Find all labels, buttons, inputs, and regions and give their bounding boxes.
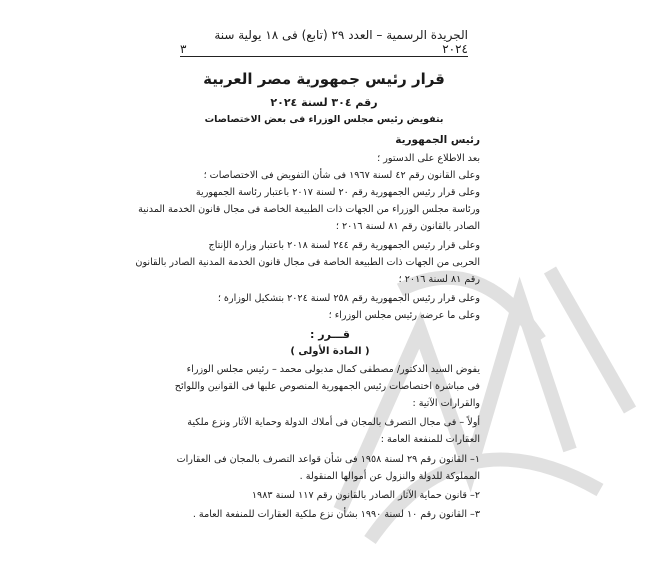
issuer-heading: رئيس الجمهورية bbox=[395, 134, 480, 146]
list-item: ٢– قانون حماية الآثار الصادر بالقانون رقم ١١٧ لسنة ١٩٨٣ bbox=[251, 490, 480, 501]
body-line: وعلى القانون رقم ٤٢ لسنة ١٩٦٧ فى شأن التفويض فى الاختصاصات ؛ bbox=[203, 170, 480, 181]
article-heading: ( المادة الأولى ) bbox=[290, 346, 370, 357]
body-line: بعد الاطلاع على الدستور ؛ bbox=[377, 153, 480, 164]
body-line: الصادر بالقانون رقم ٨١ لسنة ٢٠١٦ ؛ bbox=[335, 221, 480, 232]
decision-heading: قـــرر : bbox=[310, 328, 350, 341]
body-line: فى مباشرة اختصاصات رئيس الجمهورية المنصوص عليها فى القوانين واللوائح bbox=[174, 381, 480, 392]
body-line: العقارات للمنفعة العامة : bbox=[380, 434, 480, 445]
decree-body bbox=[135, 128, 480, 548]
section-heading: أولاً – فى مجال التصرف بالمجان فى أملاك الدولة وحماية الآثار ونزع ملكية bbox=[187, 417, 480, 428]
body-line: المملوكة للدولة والنزول عن أموالها المنقولة . bbox=[299, 471, 480, 482]
decree-subject: بتفويض رئيس مجلس الوزراء فى بعض الاختصاصات bbox=[204, 114, 444, 125]
header-text: الجريدة الرسمية – العدد ٢٩ (تابع) فى ١٨ يولية سنة ٢٠٢٤ bbox=[214, 28, 468, 56]
page-number: ٣ bbox=[180, 42, 187, 56]
body-line: وعلى قرار رئيس الجمهورية رقم ٢٤٤ لسنة ٢٠١٨ باعتبار وزارة الإنتاج bbox=[208, 240, 480, 251]
body-line: وعلى ما عرضه رئيس مجلس الوزراء ؛ bbox=[328, 310, 480, 321]
list-item: ٣– القانون رقم ١٠ لسنة ١٩٩٠ بشأن نزع ملكية العقارات للمنفعة العامة . bbox=[192, 509, 480, 520]
decree-title: قرار رئيس جمهورية مصر العربية bbox=[203, 70, 445, 88]
decree-number: رقم ٣٠٤ لسنة ٢٠٢٤ bbox=[270, 96, 378, 109]
body-line: الحربى من الجهات ذات الطبيعة الخاصة فى مجال قانون الخدمة المدنية الصادر بالقانون bbox=[135, 257, 480, 268]
body-line: ورئاسة مجلس الوزراء من الجهات ذات الطبيعة الخاصة فى مجال قانون الخدمة المدنية bbox=[138, 204, 480, 215]
list-item: ١– القانون رقم ٢٩ لسنة ١٩٥٨ فى شأن قواعد التصرف بالمجان فى العقارات bbox=[176, 454, 480, 465]
page-header bbox=[180, 28, 468, 57]
body-line: رقم ٨١ لسنة ٢٠١٦ ؛ bbox=[398, 274, 480, 285]
body-line: والقرارات الآتية : bbox=[412, 398, 480, 409]
body-line: وعلى قرار رئيس الجمهورية رقم ٢٥٨ لسنة ٢٠٢٤ بتشكيل الوزارة ؛ bbox=[217, 293, 480, 304]
body-line: يفوض السيد الدكتور/ مصطفى كمال مدبولى محمد – رئيس مجلس الوزراء bbox=[186, 364, 480, 375]
body-line: وعلى قرار رئيس الجمهورية رقم ٢٠ لسنة ٢٠١٧ باعتبار رئاسة الجمهورية bbox=[195, 187, 480, 198]
